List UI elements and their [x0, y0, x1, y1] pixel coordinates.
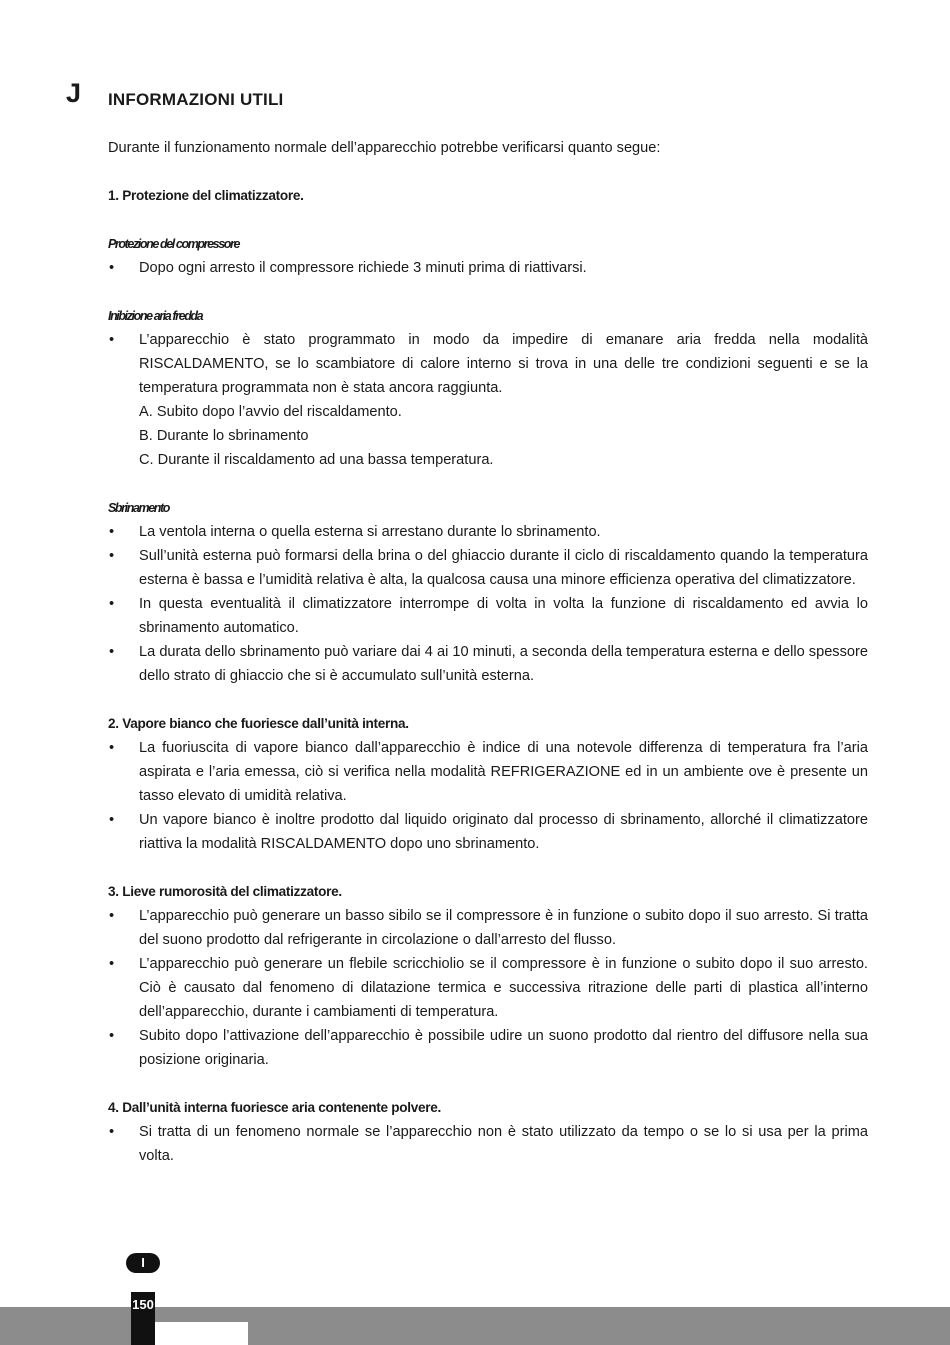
sbrinamento-list — [108, 520, 868, 688]
compressore-list — [108, 256, 868, 280]
alpha-item: A. Subito dopo l’avvio del riscaldamento. — [139, 404, 402, 420]
list-item: • L’apparecchio è stato programmato in modo da impedire di emanare aria fredda nella modalità RISCALDAMENTO, se lo scambiatore di calore interno si trova in una delle tre condizioni seguenti e se la temperatura programmata non è stata ancora raggiunta. — [108, 328, 868, 400]
list-item: • L’apparecchio può generare un flebile scricchiolio se il compressore è in funzione o subito dopo il suo arresto. Ciò è causato dal fenomeno di dilatazione termica e successiva ritrazione delle parti di plastica all’interno dell’apparecchio, durante i cambiamenti di temperatura. — [108, 952, 868, 1024]
aria-fredda-list — [108, 328, 868, 400]
alpha-item: B. Durante lo sbrinamento — [139, 428, 309, 444]
section-3-list — [108, 904, 868, 1072]
section-4-heading: 4. Dall’unità interna fuoriesce aria contenente polvere. — [108, 1100, 441, 1115]
section-2-list — [108, 736, 868, 856]
list-item: • Un vapore bianco è inoltre prodotto dal liquido originato dal processo di sbrinamento, allorché il climatizzatore riattiva la modalità RISCALDAMENTO dopo uno sbrinamento. — [108, 808, 868, 856]
language-badge: I — [126, 1253, 160, 1273]
list-item: • Si tratta di un fenomeno normale se l’apparecchio non è stato utilizzato da tempo o se lo si usa per la prima volta. — [108, 1120, 868, 1168]
section-letter: J — [66, 78, 82, 108]
page-number: 150 — [131, 1292, 155, 1345]
footer-strip — [155, 1322, 248, 1345]
section-4-list — [108, 1120, 868, 1168]
list-item: • Subito dopo l’attivazione dell’apparecchio è possibile udire un suono prodotto dal rientro del diffusore nella sua posizione originaria. — [108, 1024, 868, 1072]
section-2-heading: 2. Vapore bianco che fuoriesce dall’unità interna. — [108, 716, 409, 731]
alpha-item: C. Durante il riscaldamento ad una bassa temperatura. — [139, 452, 494, 468]
intro-paragraph: Durante il funzionamento normale dell’apparecchio potrebbe verificarsi quanto segue: — [108, 140, 661, 156]
list-item: • Dopo ogni arresto il compressore richiede 3 minuti prima di riattivarsi. — [108, 256, 868, 280]
list-item: • In questa eventualità il climatizzatore interrompe di volta in volta la funzione di riscaldamento ed avvia lo sbrinamento automatico. — [108, 592, 868, 640]
list-item: • L’apparecchio può generare un basso sibilo se il compressore è in funzione o subito dopo il suo arresto. Si tratta del suono prodotto dal refrigerante in circolazione o dall’arresto del flusso. — [108, 904, 868, 952]
page-title: INFORMAZIONI UTILI — [108, 90, 284, 109]
subsection-compressore-heading: Protezione del compressore — [108, 237, 240, 251]
list-item: • La durata dello sbrinamento può variare dai 4 ai 10 minuti, a seconda della temperatura esterna e dello spessore dello strato di ghiaccio che si è accumulato sull’unità esterna. — [108, 640, 868, 688]
subsection-aria-fredda-heading: Inibizione aria fredda — [108, 309, 203, 323]
subsection-sbrinamento-heading: Sbrinamento — [108, 501, 169, 515]
section-1-heading: 1. Protezione del climatizzatore. — [108, 188, 304, 203]
section-3-heading: 3. Lieve rumorosità del climatizzatore. — [108, 884, 342, 899]
document-body — [108, 136, 868, 1168]
list-item: • Sull’unità esterna può formarsi della brina o del ghiaccio durante il ciclo di riscaldamento quando la temperatura esterna è bassa e l’umidità relativa è alta, la qualcosa causa una minore efficienza operativa del climatizzatore. — [108, 544, 868, 592]
list-item: • La ventola interna o quella esterna si arrestano durante lo sbrinamento. — [108, 520, 868, 544]
list-item: • La fuoriuscita di vapore bianco dall’apparecchio è indice di una notevole differenza di temperatura fra l’aria aspirata e l’aria emessa, ciò si verifica nella modalità REFRIGERAZIONE ed in un ambiente ove è presente un tasso elevato di umidità relativa. — [108, 736, 868, 808]
